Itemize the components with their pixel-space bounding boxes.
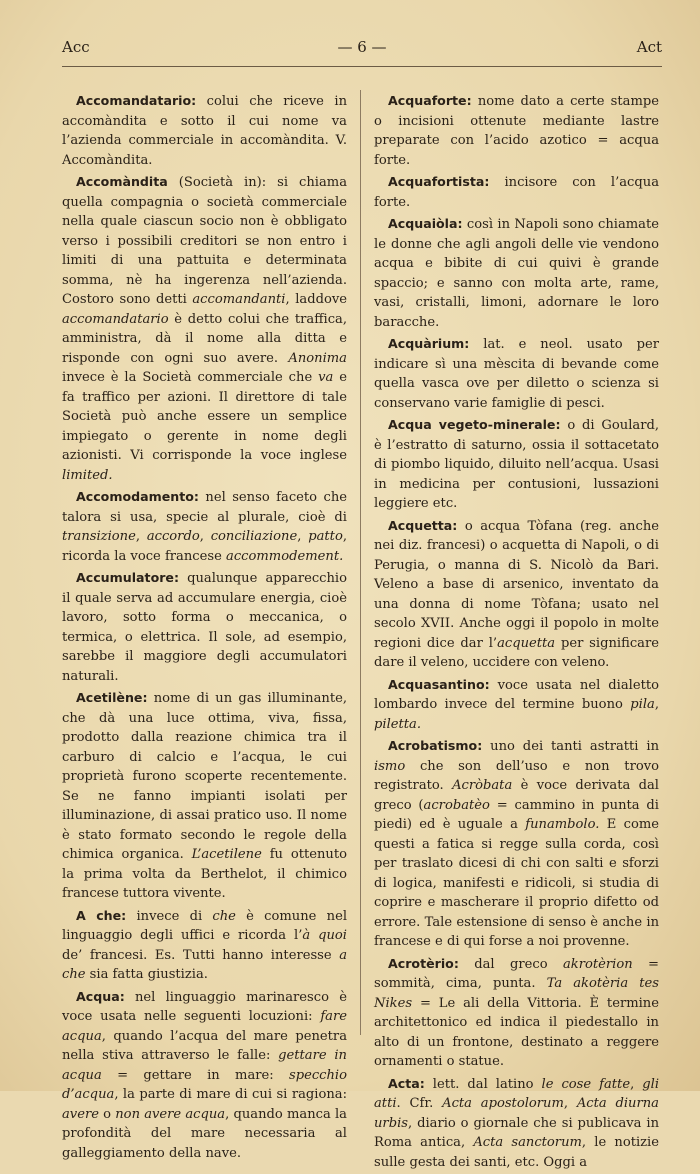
- definition-text: = cammino in punta di piedi) ed è uguale a: [374, 797, 659, 832]
- entry-acquaforte: [374, 91, 659, 170]
- italic-term: le cose fatte: [541, 1076, 631, 1092]
- italic-term: ismo: [374, 758, 406, 774]
- headword: Accumulatore:: [76, 570, 180, 585]
- definition-text: che son dell’uso e non trovo registrato.: [374, 758, 659, 793]
- entry-accumulatore: [62, 568, 347, 686]
- italic-term: Ta akotèria tes Nikes: [374, 976, 659, 1011]
- italic-term: Acròbata: [452, 778, 513, 793]
- entry-accomodamento: [62, 487, 347, 566]
- definition-text: , le notizie sulle gesta dei santi, etc. Oggi a: [374, 1135, 659, 1170]
- italic-term: va: [318, 370, 334, 385]
- headword: Acrobatismo:: [388, 738, 483, 753]
- italic-term: akrotèrion: [562, 956, 633, 972]
- italic-term: limited.: [62, 467, 113, 483]
- left-column: [62, 91, 347, 1165]
- headword: Accomandatario:: [76, 93, 197, 108]
- italic-term: non avere acqua: [115, 1106, 226, 1122]
- definition-text: , quando l’acqua del mare penetra nella stiva attraverso le falle:: [62, 1028, 347, 1063]
- italic-term: che: [212, 908, 236, 924]
- entry-acquaiola: [374, 214, 659, 332]
- headword: Acquetta:: [388, 517, 458, 533]
- entry-acrobatismo: [374, 736, 659, 952]
- italic-term: à quoi: [302, 928, 347, 943]
- italic-term: piletta.: [374, 716, 421, 732]
- definition-text: de’ francesi. Es. Tutti hanno interesse: [62, 947, 340, 963]
- definition-text: invece di: [126, 908, 213, 924]
- definition-text: sia fatta giustizia.: [85, 967, 208, 982]
- italic-term: accomandanti: [192, 292, 286, 307]
- headword: Acrotèrio:: [388, 955, 459, 971]
- definition-text: voce usata nel dialetto lombardo invece del termine buono: [374, 677, 659, 712]
- definition-text: = sommità, cima, punta.: [374, 956, 660, 991]
- definition-text: così in Napoli sono chiamate le donne che agli angoli delle vie vendono acqua e bibite di cui quivi è grande spaccio; e sanno con molta arte, rame, vasi, cristalli, limoni, adornare le loro baracche.: [374, 217, 659, 330]
- italic-term: funambolo.: [525, 817, 600, 832]
- entry-acquarium: [374, 334, 659, 413]
- header-right-guideword: Act: [636, 38, 662, 56]
- italic-term: Acta diurna urbis: [374, 1096, 659, 1131]
- definition-text: nel linguaggio marinaresco è voce usata nelle seguenti locuzioni:: [62, 989, 347, 1024]
- headword: Accomodamento:: [76, 489, 199, 504]
- definition-text: , quando manca la profondità del mare necessaria al galleggiamento della nave.: [62, 1106, 347, 1161]
- italic-term: fare acqua: [62, 1009, 347, 1044]
- definition-text: è comune nel linguaggio degli uffici e ricorda l’: [62, 908, 348, 943]
- definition-text: lat. e neol. usato per indicare sì una mèscita di bevande come quella vasca ove per diletto o scienza si conservano varie famiglie di pesci.: [374, 337, 659, 411]
- definition-text: ,: [135, 529, 147, 544]
- italic-term: conciliazione: [210, 529, 298, 544]
- entry-acquafortista: [374, 172, 659, 212]
- italic-term: accordo: [146, 529, 200, 544]
- headword: Acetilène:: [76, 690, 148, 705]
- headword: Acta:: [388, 1075, 425, 1091]
- definition-text: lett. dal latino: [424, 1076, 542, 1092]
- italic-term: accommodement.: [226, 548, 344, 564]
- definition-text: nel senso faceto che talora si usa, specie al plurale, cioè di: [62, 490, 347, 525]
- definition-text: uno dei tanti astratti in: [482, 739, 659, 754]
- entry-acqua: [62, 987, 347, 1164]
- entry-acquasantino: [374, 675, 659, 735]
- entry-acquetta: [374, 516, 659, 673]
- definition-text: e fa traffico per azioni. Il direttore di tale Società può anche essere un semplice impiegato o gerente in nome degli azionisti. Vi corrisponde la voce inglese: [62, 370, 347, 463]
- entry-acqua-vegeto-minerale: [374, 415, 659, 514]
- definition-text: , laddove: [285, 292, 347, 307]
- italic-term: acquetta: [497, 635, 556, 651]
- definition-text: è detto colui che traffica, amministra, dà il nome alla ditta e risponde con ogni suo avere.: [62, 311, 347, 366]
- definition-text: ,: [297, 529, 309, 544]
- italic-term: Acta apostolorum: [442, 1096, 564, 1111]
- header-left-guideword: Acc: [62, 38, 90, 56]
- headword: A che:: [76, 907, 127, 923]
- definition-text: è voce derivata dal greco (: [374, 778, 659, 813]
- headword: Acquafortista:: [388, 174, 490, 189]
- definition-text: per significare dare il veleno, uccidere con veleno.: [374, 635, 659, 670]
- headword: Acqua:: [76, 988, 125, 1004]
- definition-text: ,: [654, 697, 659, 712]
- entry-a-che: [62, 906, 347, 985]
- definition-text: , diario o giornale che si publicava in Roma antica,: [374, 1115, 659, 1150]
- right-column: [374, 91, 659, 1174]
- italic-term: Acta sanctorum: [473, 1135, 582, 1150]
- definition-text: (Società in): si chiama quella compagnia o società commerciale nella quale ciascun socio non è obbligato verso i possibili creditori se non entro i limiti di una pattuita e determinata somma, nè ha ingerenza nell’azienda. Costoro sono detti: [62, 175, 347, 307]
- italic-term: L’acetilene: [191, 847, 262, 862]
- italic-term: a che: [62, 947, 347, 982]
- italic-term: gli atti: [374, 1076, 660, 1111]
- headword: Acquasantino:: [388, 676, 490, 692]
- italic-term: pila: [630, 697, 655, 712]
- definition-text: , ricorda la voce francese: [62, 529, 348, 564]
- italic-term: Anonima: [288, 350, 347, 366]
- entry-accomandita: [62, 172, 347, 485]
- definition-text: colui che riceve in accomàndita e sotto il cui nome va l’azienda commerciale in accomàndita. V. Accomàndita.: [62, 94, 347, 168]
- headword: Acquàrium:: [388, 336, 470, 351]
- definition-text: = gettare in mare:: [101, 1067, 289, 1083]
- italic-term: accomandatario: [62, 311, 169, 327]
- definition-text: qualunque apparecchio il quale serva ad accumulare energia, cioè lavoro, sotto forma o meccanica, o termica, o elettrica. Il sole, ad esempio, sarebbe il maggiore degli accumulatori naturali.: [62, 571, 347, 684]
- entry-acetilene: [62, 688, 347, 904]
- italic-term: transizione: [62, 529, 136, 544]
- definition-text: nome dato a certe stampe o incisioni ottenute mediante lastre preparate con l’acido azotico = acqua forte.: [374, 94, 659, 168]
- header-rule: [62, 66, 662, 67]
- column-divider: [360, 90, 361, 1035]
- italic-term: gettare in acqua: [62, 1048, 347, 1083]
- definition-text: incisore con l’acqua forte.: [374, 175, 659, 210]
- definition-text: . Cfr.: [396, 1096, 443, 1111]
- italic-term: avere: [62, 1106, 99, 1122]
- italic-term: specchio d’acqua: [62, 1067, 347, 1102]
- entry-accomandatario: [62, 91, 347, 170]
- headword: Acquaiòla:: [388, 216, 463, 231]
- italic-term: acrobatèo: [423, 797, 490, 813]
- definition-text: o acqua Tòfana (reg. anche nei diz. francesi) o acquetta di Napoli, o di Perugia, o manna di S. Nicolò da Bari. Veleno a base di arsenico, inventato da una donna di nome Tòfana; usato nel secolo XVII. Anche oggi il popolo in molte regioni dice dar l’: [374, 518, 659, 651]
- running-header: [62, 38, 662, 60]
- definition-text: ,: [563, 1096, 577, 1111]
- page-number: — 6 —: [337, 38, 387, 56]
- definition-text: invece è la Società commerciale che: [62, 370, 319, 385]
- definition-text: , la parte di mare di cui si ragiona:: [114, 1087, 347, 1102]
- definition-text: nome di un gas illuminante, che dà una luce ottima, viva, fissa, prodotto dalla reazione chimica tra il carburo di calcio e l’acqua, le cui proprietà furono scoperte recentemente. Se ne fanno impianti isolati per illuminazione, di assai pratico uso. Il nome è stato formato secondo le regole della chimica organica.: [62, 691, 347, 862]
- entry-acta: [374, 1074, 659, 1173]
- definition-text: fu ottenuto la prima volta da Berthelot, il chimico francese tuttora vivente.: [62, 847, 347, 901]
- italic-term: patto: [308, 529, 343, 544]
- definition-text: ,: [630, 1076, 643, 1092]
- entry-acroterio: [374, 954, 659, 1072]
- definition-text: E come questi a fatica si regge sulla corda, così per traslato dicesi di chi con salti e sforzi di logica, manifesti e ridicoli, si studia di coprire e mascherare il proprio difetto od errore. Tale estensione di senso è anche in francese e di qui forse a noi provenne.: [374, 817, 660, 949]
- definition-text: dal greco: [458, 956, 563, 972]
- headword: Acqua vegeto-minerale:: [388, 417, 561, 432]
- headword: Acquaforte:: [388, 93, 472, 108]
- definition-text: o di Goulard, è l’estratto di saturno, ossia il sottacetato di piombo liquido, diluito nell’acqua. Usasi in medicina per contusioni, lussazioni leggiere etc.: [374, 418, 659, 511]
- definition-text: o: [98, 1106, 116, 1122]
- definition-text: = Le ali della Vittoria. È termine architettonico ed indica il piedestallo in alto di un frontone, destinato a reggere ornamenti o statue.: [374, 995, 659, 1069]
- definition-text: ,: [199, 529, 211, 544]
- headword: Accomàndita: [76, 174, 168, 189]
